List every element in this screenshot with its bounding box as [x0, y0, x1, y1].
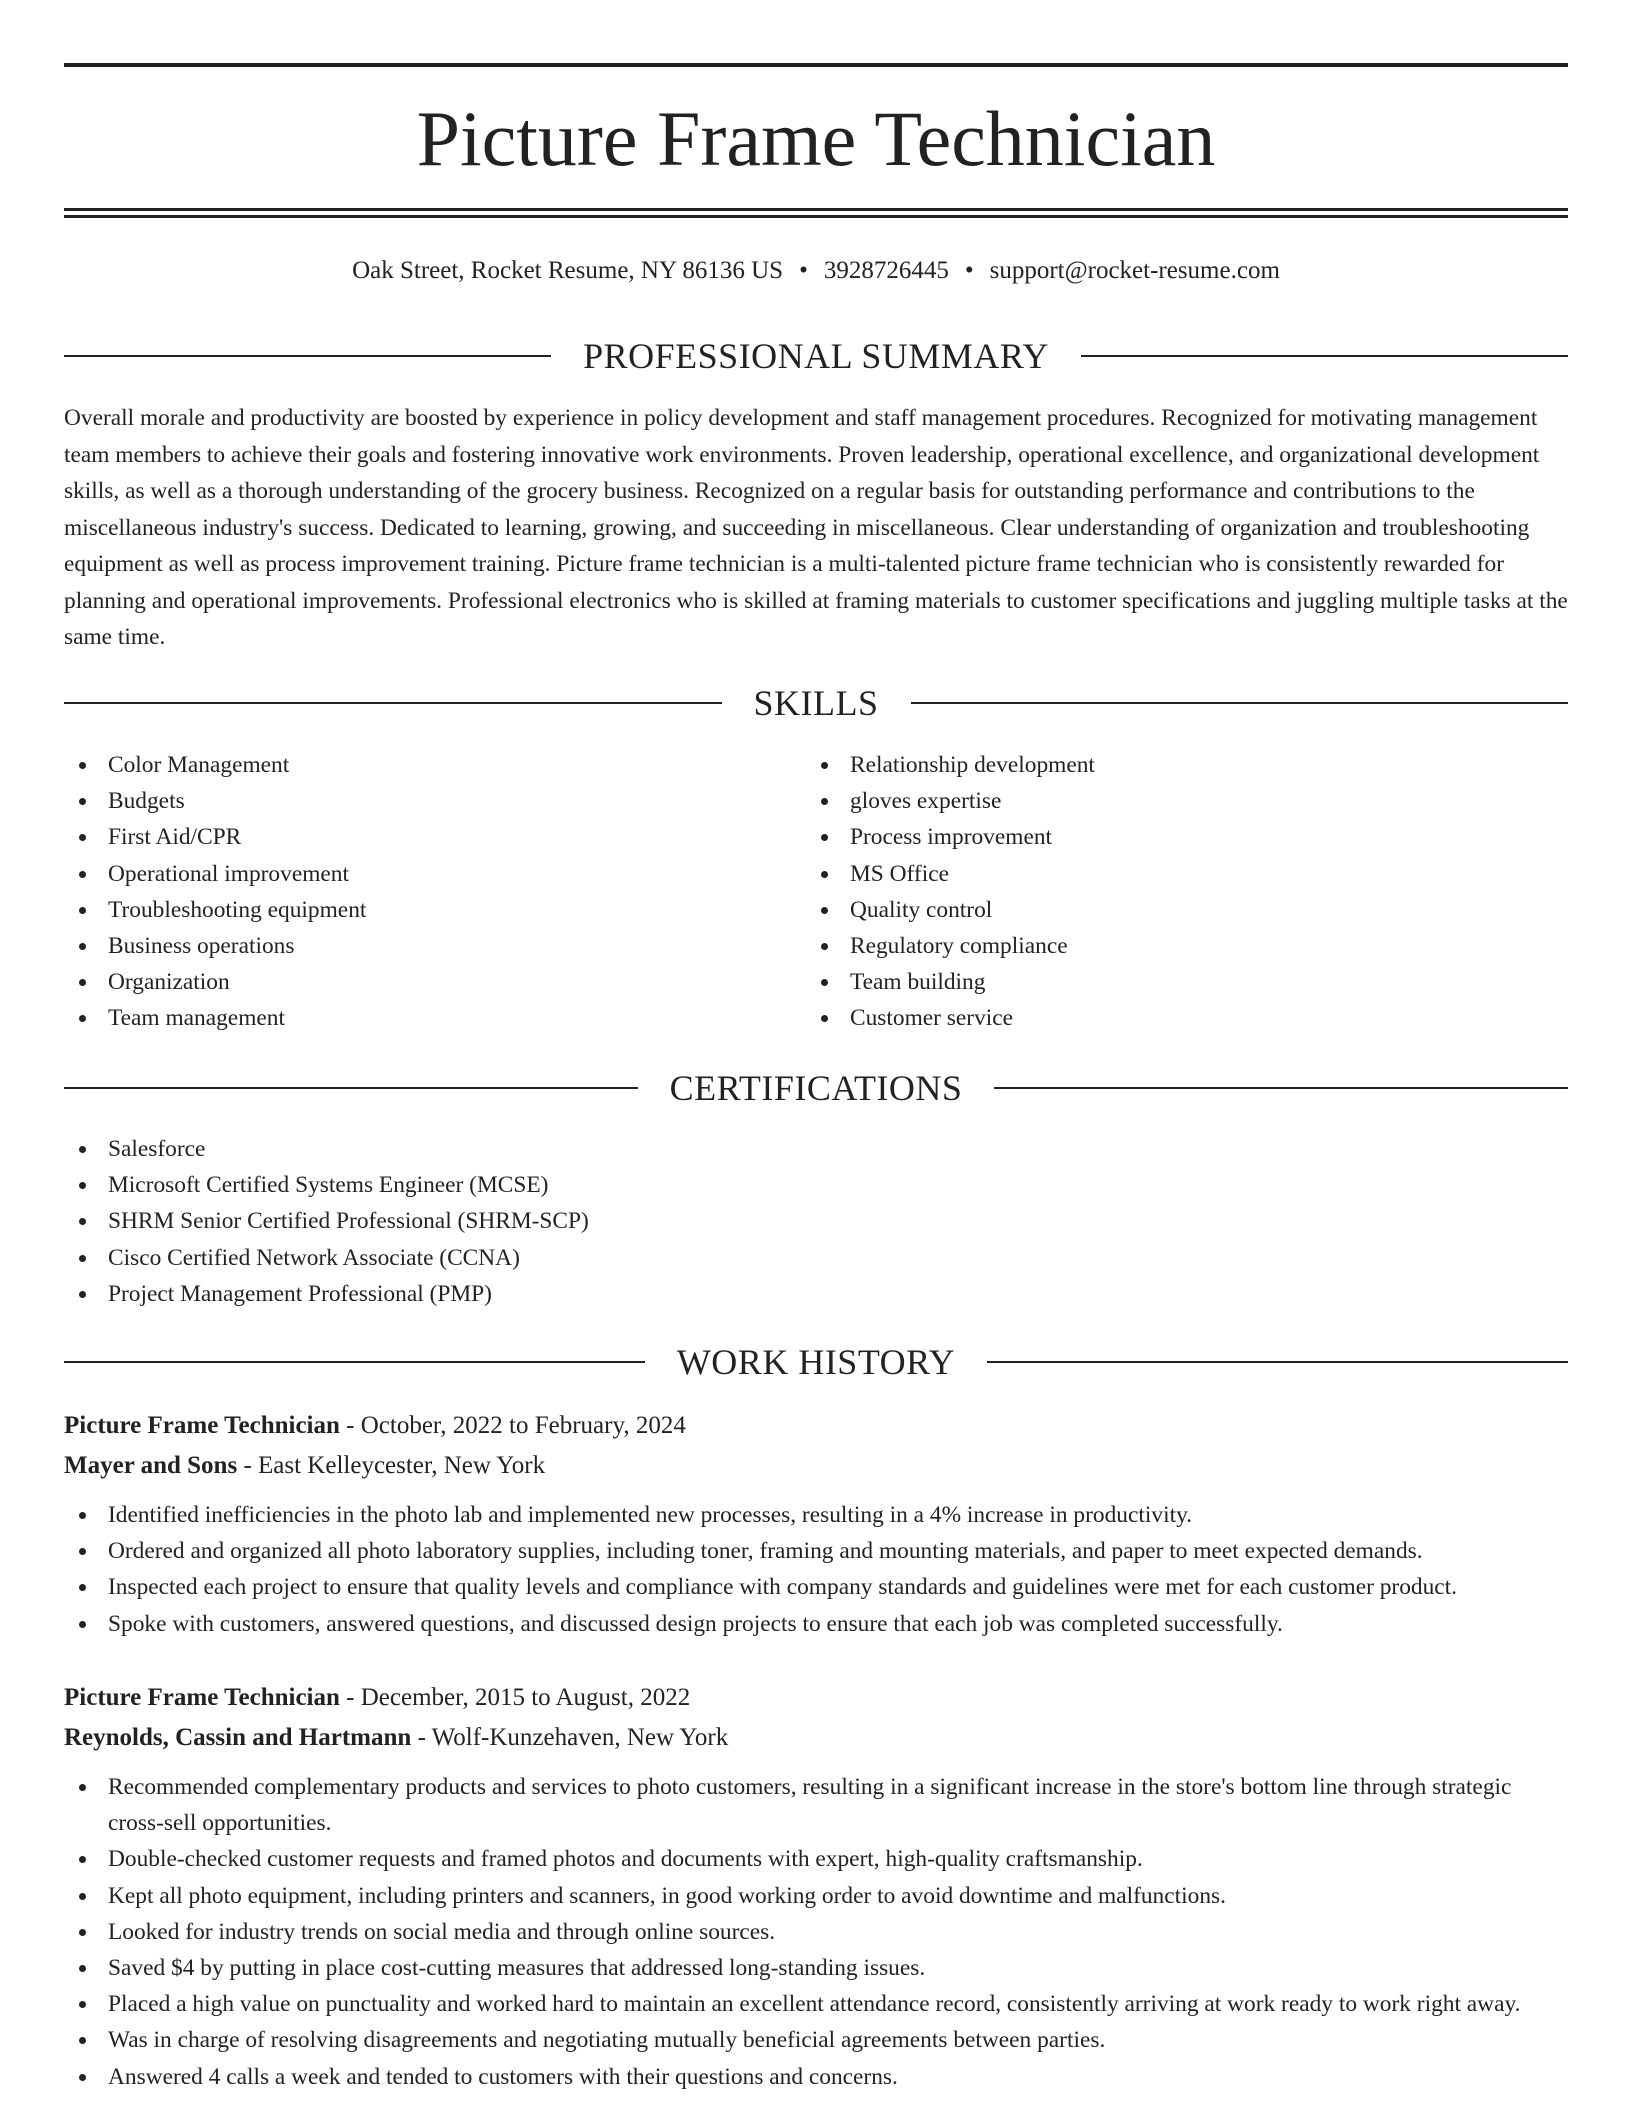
job-company-line — [64, 1446, 1568, 1486]
job-bullet: Placed a high value on punctuality and worked hard to maintain an excellent attendance record, consistently arriving at work ready to work right away. — [64, 1986, 1568, 2022]
job-bullet: Answered 4 calls a week and tended to customers with their questions and concerns. — [64, 2059, 1568, 2095]
job-location: - Wolf-Kunzehaven, New York — [411, 1724, 729, 1751]
heading-rule — [64, 1087, 638, 1089]
top-rule — [64, 63, 1568, 67]
heading-rule — [911, 702, 1569, 704]
job-bullet: Kept all photo equipment, including printers and scanners, in good working order to avoid downtime and malfunctions. — [64, 1878, 1568, 1914]
job-bullet: Double-checked customer requests and framed photos and documents with expert, high-quality craftsmanship. — [64, 1841, 1568, 1877]
contact-separator: • — [799, 257, 808, 284]
summary-title: PROFESSIONAL SUMMARY — [583, 336, 1049, 376]
certification-item: SHRM Senior Certified Professional (SHRM-SCP) — [64, 1203, 1568, 1239]
summary-heading — [64, 334, 1568, 378]
certifications-title: CERTIFICATIONS — [669, 1068, 963, 1108]
certification-item: Cisco Certified Network Associate (CCNA) — [64, 1240, 1568, 1276]
skills-title: SKILLS — [753, 683, 879, 723]
certifications-heading — [64, 1066, 1568, 1110]
certification-item: Salesforce — [64, 1131, 1568, 1167]
certification-item: Microsoft Certified Systems Engineer (MCSE) — [64, 1167, 1568, 1203]
skills-list-right — [806, 747, 1546, 1037]
job-company-line — [64, 1718, 1568, 1758]
skill-item: Team building — [806, 964, 1546, 1000]
skill-item: Customer service — [806, 1000, 1546, 1036]
job-company: Reynolds, Cassin and Hartmann — [64, 1724, 412, 1751]
job-location: - East Kelleycester, New York — [237, 1452, 546, 1479]
job-bullet-list — [64, 1769, 1568, 2095]
heading-rule — [987, 1361, 1568, 1363]
job-bullet: Spoke with customers, answered questions, and discussed design projects to ensure that each job was completed successfully. — [64, 1606, 1568, 1642]
contact-email: support@rocket-resume.com — [989, 257, 1280, 284]
skill-item: Relationship development — [806, 747, 1546, 783]
contact-line — [64, 254, 1568, 288]
skill-item: Color Management — [64, 747, 804, 783]
job-dates: - October, 2022 to February, 2024 — [339, 1412, 686, 1439]
job-bullet: Saved $4 by putting in place cost-cutting measures that addressed long-standing issues. — [64, 1950, 1568, 1986]
job-bullet: Identified inefficiencies in the photo lab and implemented new processes, resulting in a 4% increase in productivity. — [64, 1497, 1568, 1533]
skill-item: Quality control — [806, 892, 1546, 928]
certifications-list — [64, 1131, 1568, 1312]
skills-heading — [64, 681, 1568, 725]
skill-item: gloves expertise — [806, 783, 1546, 819]
contact-address: Oak Street, Rocket Resume, NY 86136 US — [352, 257, 784, 284]
job-entry — [64, 1678, 1568, 2095]
double-rule — [64, 208, 1568, 218]
job-title: Picture Frame Technician — [64, 1684, 340, 1711]
heading-rule — [64, 355, 551, 357]
heading-rule — [64, 1361, 645, 1363]
job-title-line — [64, 1678, 1568, 1718]
job-bullet: Inspected each project to ensure that quality levels and compliance with company standards and guidelines were met for each customer product. — [64, 1569, 1568, 1605]
work-history-title: WORK HISTORY — [676, 1342, 956, 1382]
job-company: Mayer and Sons — [64, 1452, 238, 1479]
job-title: Picture Frame Technician — [64, 1412, 340, 1439]
job-title-line — [64, 1406, 1568, 1446]
skill-item: Team management — [64, 1000, 804, 1036]
job-bullet: Recommended complementary products and services to photo customers, resulting in a significant increase in the store's bottom line through strategic cross-sell opportunities. — [64, 1769, 1568, 1841]
heading-rule — [994, 1087, 1568, 1089]
skill-item: MS Office — [806, 856, 1546, 892]
job-bullet: Looked for industry trends on social media and through online sources. — [64, 1914, 1568, 1950]
skill-item: Process improvement — [806, 819, 1546, 855]
job-dates: - December, 2015 to August, 2022 — [339, 1684, 691, 1711]
work-history-heading — [64, 1340, 1568, 1384]
job-entry — [64, 1406, 1568, 1642]
heading-rule — [64, 702, 722, 704]
resume-name: Picture Frame Technician — [416, 95, 1216, 182]
skill-item: Troubleshooting equipment — [64, 892, 804, 928]
skill-item: Regulatory compliance — [806, 928, 1546, 964]
job-bullet: Was in charge of resolving disagreements and negotiating mutually beneficial agreements between parties. — [64, 2022, 1568, 2058]
job-bullet-list — [64, 1497, 1568, 1642]
certification-item: Project Management Professional (PMP) — [64, 1276, 1568, 1312]
skill-item: Business operations — [64, 928, 804, 964]
contact-phone: 3928726445 — [823, 257, 949, 284]
heading-rule — [1081, 355, 1568, 357]
summary-text: Overall morale and productivity are boosted by experience in policy development and staff management procedures. Recognized for motivating management team members to achieve their goals and fostering innovative work environments. Proven leadership, operational excellence, and organizational development skills, as well as a thorough understanding of the grocery business. Recognized on a regular basis for outstanding performance and contributions to the miscellaneous industry's success. Dedicated to learning, growing, and succeeding in miscellaneous. Clear understanding of organization and troubleshooting equipment as well as process improvement training. Picture frame technician is a multi-talented picture frame technician who is consistently rewarded for planning and operational improvements. Professional electronics who is skilled at framing materials to customer specifications and juggling multiple tasks at the same time. — [64, 405, 1568, 650]
skill-item: Budgets — [64, 783, 804, 819]
skills-list-left — [64, 747, 804, 1037]
skill-item: Operational improvement — [64, 856, 804, 892]
job-bullet: Ordered and organized all photo laboratory supplies, including toner, framing and mounting materials, and paper to meet expected demands. — [64, 1533, 1568, 1569]
contact-separator: • — [964, 257, 974, 284]
skill-item: First Aid/CPR — [64, 819, 804, 855]
skill-item: Organization — [64, 964, 804, 1000]
